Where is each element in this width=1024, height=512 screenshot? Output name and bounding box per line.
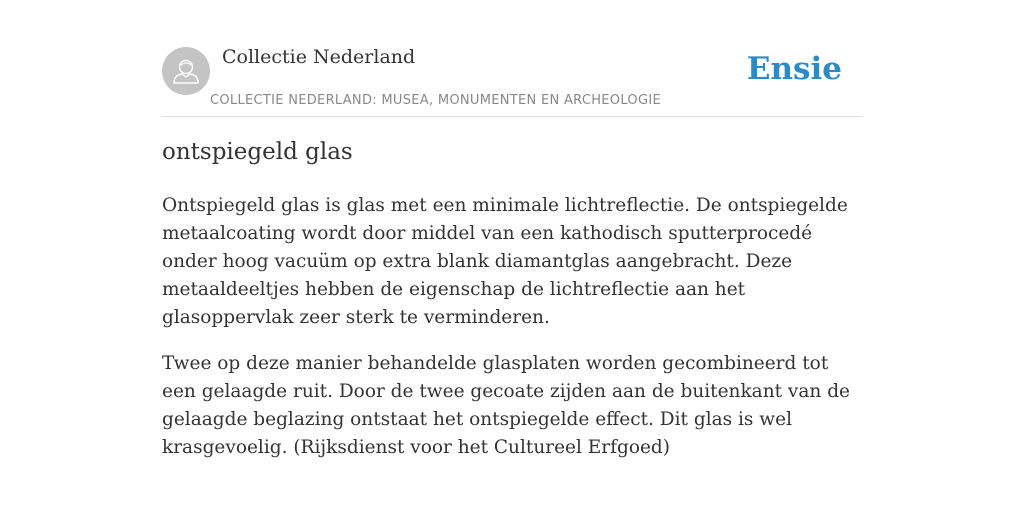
article-paragraph-2: Twee op deze manier behandelde glasplaten worden gecombineerd tot een gelaagde ruit. Door de twee gecoate zijden aan de buitenkant van de gelaagde beglazing ontstaat het ontspiegelde effect. Dit glas is wel krasgevoelig. (Rijksdienst voor het Cultureel Erfgoed) — [162, 353, 850, 458]
user-placeholder-icon[interactable] — [162, 47, 210, 95]
article-title: ontspiegeld glas — [162, 139, 353, 165]
article-body — [162, 192, 862, 480]
brand-logo[interactable]: Ensie — [746, 51, 842, 87]
author-description: COLLECTIE NEDERLAND: MUSEA, MONUMENTEN EN ARCHEOLOGIE — [210, 93, 661, 108]
author-name[interactable]: Collectie Nederland — [222, 46, 416, 68]
article-paragraph-1: Ontspiegeld glas is glas met een minimale lichtreflectie. De ontspiegelde metaalcoating wordt door middel van een kathodisch sputterprocedé onder hoog vacuüm op extra blank diamantglas aangebracht. Deze metaaldeeltjes hebben de eigenschap de lichtreflectie aan het glasoppervlak zeer sterk te verminderen. — [162, 195, 848, 328]
author-header — [162, 0, 862, 117]
page-container — [162, 0, 862, 458]
